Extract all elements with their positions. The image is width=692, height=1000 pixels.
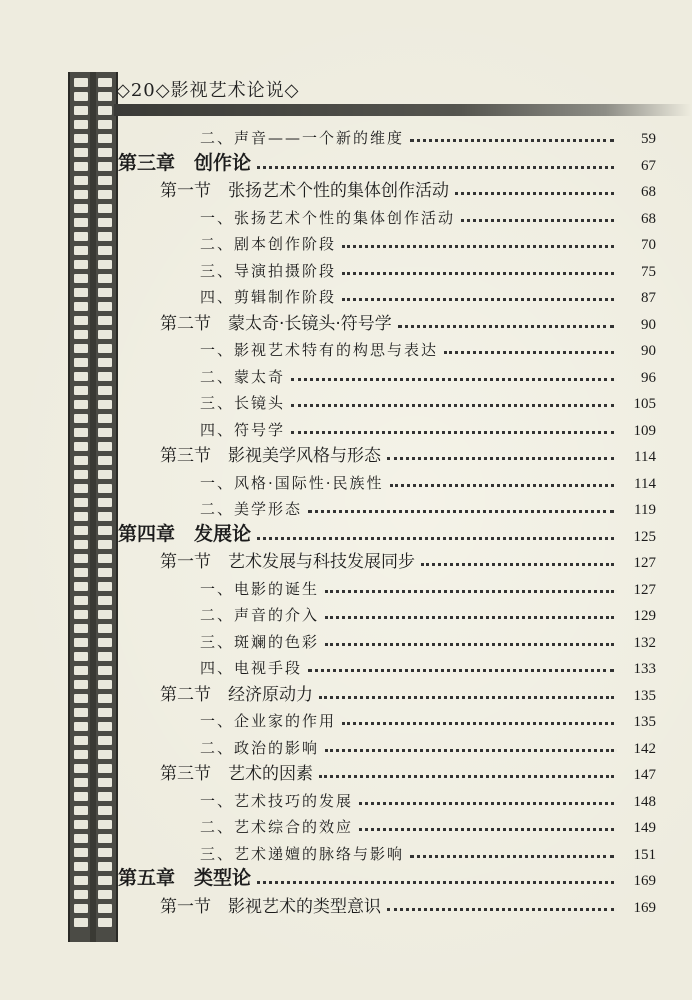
film-sprocket-hole xyxy=(98,302,112,311)
toc-item-row[interactable] xyxy=(200,414,656,440)
toc-page-number: 147 xyxy=(633,767,656,783)
dot-leader xyxy=(342,272,614,275)
film-sprocket-hole xyxy=(98,274,112,283)
toc-page-number: 169 xyxy=(633,873,656,889)
dot-leader xyxy=(257,881,614,884)
film-sprocket-hole xyxy=(98,232,112,241)
toc-section-row[interactable] xyxy=(160,308,656,334)
dot-leader xyxy=(308,669,614,672)
film-sprocket-hole xyxy=(74,358,88,367)
film-sprocket-hole xyxy=(74,638,88,647)
film-sprocket-hole xyxy=(74,274,88,283)
toc-page-number: 68 xyxy=(641,184,656,200)
toc-page-number: 151 xyxy=(633,846,656,863)
toc-chapter-row[interactable] xyxy=(118,149,656,175)
film-sprocket-hole xyxy=(98,764,112,773)
dot-leader xyxy=(387,457,614,460)
toc-page-number: 96 xyxy=(641,369,656,386)
dot-leader xyxy=(257,166,614,169)
toc-item-row[interactable] xyxy=(200,838,656,864)
film-sprocket-hole xyxy=(98,554,112,563)
dot-leader xyxy=(325,643,614,646)
toc-item-row[interactable] xyxy=(200,785,656,811)
film-sprocket-hole xyxy=(98,358,112,367)
toc-page-number: 135 xyxy=(633,687,656,704)
toc-item-row[interactable] xyxy=(200,467,656,493)
dot-leader xyxy=(410,855,614,858)
header-bar xyxy=(114,104,692,116)
film-sprocket-hole xyxy=(98,820,112,829)
film-sprocket-hole xyxy=(74,442,88,451)
dot-leader xyxy=(421,563,614,566)
toc-page-number: 127 xyxy=(633,581,656,598)
film-sprocket-hole xyxy=(74,190,88,199)
film-sprocket-hole xyxy=(74,484,88,493)
film-sprocket-hole xyxy=(74,176,88,185)
toc-item-row[interactable] xyxy=(200,281,656,307)
film-sprocket-hole xyxy=(98,288,112,297)
film-sprocket-hole xyxy=(74,456,88,465)
film-sprocket-hole xyxy=(98,904,112,913)
film-sprocket-hole xyxy=(74,722,88,731)
film-sprocket-hole xyxy=(74,526,88,535)
film-sprocket-hole xyxy=(98,806,112,815)
toc-item-row[interactable] xyxy=(200,573,656,599)
film-sprocket-hole xyxy=(98,638,112,647)
film-sprocket-hole xyxy=(74,470,88,479)
toc-item-row[interactable] xyxy=(200,811,656,837)
dot-leader xyxy=(291,404,614,407)
film-sprocket-hole xyxy=(98,372,112,381)
dot-leader xyxy=(291,378,614,381)
film-sprocket-hole xyxy=(98,204,112,213)
toc-item-row[interactable] xyxy=(200,599,656,625)
film-sprocket-hole xyxy=(98,652,112,661)
toc-page-number: 135 xyxy=(633,714,656,730)
film-sprocket-hole xyxy=(98,260,112,269)
toc-entry-title: 第三章 创作论 xyxy=(118,151,252,174)
toc-entry-title: 第四章 发展论 xyxy=(118,522,252,545)
toc-page-number: 68 xyxy=(641,210,656,227)
dot-leader xyxy=(291,431,614,434)
toc-entry-title: 四、剪辑制作阶段 xyxy=(200,288,337,306)
film-sprocket-hole xyxy=(74,386,88,395)
film-sprocket-hole xyxy=(98,386,112,395)
dot-leader xyxy=(325,590,614,593)
toc-item-row[interactable] xyxy=(200,334,656,360)
film-sprocket-hole xyxy=(74,400,88,409)
film-sprocket-hole xyxy=(74,260,88,269)
film-sprocket-hole xyxy=(98,330,112,339)
toc-entry-title: 二、艺术综合的效应 xyxy=(200,818,354,836)
toc-section-row[interactable] xyxy=(160,546,656,572)
toc-page-number: 105 xyxy=(633,396,656,412)
toc-entry-title: 四、电视手段 xyxy=(200,659,303,677)
film-sprocket-hole xyxy=(98,106,112,115)
film-sprocket-hole xyxy=(74,834,88,843)
dot-leader xyxy=(319,696,614,699)
film-sprocket-hole xyxy=(98,428,112,437)
film-sprocket-hole xyxy=(74,540,88,549)
film-sprocket-hole xyxy=(74,764,88,773)
film-sprocket-hole xyxy=(98,582,112,591)
toc-section-row[interactable] xyxy=(160,891,656,917)
film-sprocket-hole xyxy=(74,778,88,787)
dot-leader xyxy=(342,298,614,301)
toc-page-number: 70 xyxy=(641,237,656,253)
toc-page-number: 90 xyxy=(641,316,656,333)
toc-chapter-row[interactable] xyxy=(118,864,656,890)
film-sprocket-hole xyxy=(98,694,112,703)
film-sprocket-hole xyxy=(74,736,88,745)
film-sprocket-hole xyxy=(74,904,88,913)
film-strip-decoration xyxy=(68,72,118,942)
film-sprocket-hole xyxy=(98,512,112,521)
toc-entry-title: 二、美学形态 xyxy=(200,500,303,518)
film-sprocket-hole xyxy=(74,554,88,563)
toc-entry-title: 二、政治的影响 xyxy=(200,738,320,757)
toc-page-number: 67 xyxy=(641,157,656,174)
toc-page-number: 125 xyxy=(633,528,656,545)
toc-section-row[interactable] xyxy=(160,175,656,201)
film-sprocket-hole xyxy=(98,134,112,143)
film-sprocket-hole xyxy=(98,78,112,87)
toc-item-row[interactable] xyxy=(200,361,656,387)
film-sprocket-hole xyxy=(74,694,88,703)
dot-leader xyxy=(325,616,614,619)
dot-leader xyxy=(257,537,614,540)
dot-leader xyxy=(398,325,614,328)
toc-item-row[interactable] xyxy=(200,228,656,254)
toc-page-number: 127 xyxy=(633,555,656,571)
toc-item-row[interactable] xyxy=(200,122,656,148)
film-sprocket-hole xyxy=(74,596,88,605)
toc-page-number: 114 xyxy=(634,475,656,492)
film-sprocket-hole xyxy=(98,708,112,717)
film-sprocket-hole xyxy=(98,442,112,451)
dot-leader xyxy=(308,510,614,513)
toc-page-number: 132 xyxy=(633,634,656,651)
film-sprocket-hole xyxy=(74,512,88,521)
toc-page-number: 119 xyxy=(634,502,656,518)
toc-entry-title: 第二节 蒙太奇·长镜头·符号学 xyxy=(160,313,392,334)
toc-entry-title: 第五章 类型论 xyxy=(118,867,252,889)
film-sprocket-hole xyxy=(74,624,88,633)
film-sprocket-hole xyxy=(98,848,112,857)
film-sprocket-hole xyxy=(98,456,112,465)
dot-leader xyxy=(444,351,614,354)
film-sprocket-hole xyxy=(98,484,112,493)
film-sprocket-hole xyxy=(74,134,88,143)
film-sprocket-hole xyxy=(98,890,112,899)
running-header: ◇20◇影视艺术论说◇ xyxy=(116,80,300,101)
toc-entry-title: 第三节 影视美学风格与形态 xyxy=(160,446,381,466)
film-sprocket-hole xyxy=(74,750,88,759)
film-sprocket-hole xyxy=(98,470,112,479)
film-sprocket-hole xyxy=(74,288,88,297)
dot-leader xyxy=(359,802,614,805)
film-sprocket-hole xyxy=(74,792,88,801)
dot-leader xyxy=(387,908,614,911)
film-sprocket-hole xyxy=(98,526,112,535)
toc-item-row[interactable] xyxy=(200,493,656,519)
film-sprocket-hole xyxy=(74,92,88,101)
film-sprocket-hole xyxy=(74,78,88,87)
toc-page-number: 90 xyxy=(641,343,656,359)
film-sprocket-hole xyxy=(74,246,88,255)
film-sprocket-hole xyxy=(74,106,88,115)
film-sprocket-hole xyxy=(98,316,112,325)
film-sprocket-hole xyxy=(98,736,112,745)
toc-section-row[interactable] xyxy=(160,679,656,705)
film-sprocket-hole xyxy=(98,120,112,129)
toc-entry-title: 二、剧本创作阶段 xyxy=(200,235,337,253)
film-sprocket-hole xyxy=(98,834,112,843)
film-sprocket-hole xyxy=(98,246,112,255)
toc-page-number: 149 xyxy=(633,820,656,836)
toc-chapter-row[interactable] xyxy=(118,520,656,546)
film-sprocket-hole xyxy=(98,680,112,689)
toc-entry-title: 一、电影的诞生 xyxy=(200,579,320,598)
toc-entry-title: 二、声音——一个新的维度 xyxy=(200,129,405,147)
film-sprocket-hole xyxy=(74,148,88,157)
dot-leader xyxy=(325,749,614,752)
film-sprocket-hole xyxy=(74,218,88,227)
toc-entry-title: 二、蒙太奇 xyxy=(200,367,286,386)
film-sprocket-hole xyxy=(98,722,112,731)
toc-page-number: 87 xyxy=(641,290,656,306)
toc-entry-title: 一、张扬艺术个性的集体创作活动 xyxy=(200,208,456,227)
toc-item-row[interactable] xyxy=(200,387,656,413)
toc-entry-title: 一、影视艺术特有的构思与表达 xyxy=(200,341,439,359)
dot-leader xyxy=(390,484,614,487)
film-sprocket-hole xyxy=(74,120,88,129)
dot-leader xyxy=(342,245,614,248)
toc-item-row[interactable] xyxy=(200,652,656,678)
film-sprocket-hole xyxy=(98,218,112,227)
toc-item-row[interactable] xyxy=(200,705,656,731)
film-sprocket-hole xyxy=(74,162,88,171)
film-sprocket-hole xyxy=(98,596,112,605)
toc-section-row[interactable] xyxy=(160,440,656,466)
film-sprocket-hole xyxy=(98,778,112,787)
toc-entry-title: 三、斑斓的色彩 xyxy=(200,632,320,651)
film-sprocket-hole xyxy=(98,344,112,353)
toc-page-number: 169 xyxy=(633,899,656,916)
film-sprocket-hole xyxy=(74,666,88,675)
toc-page-number: 148 xyxy=(633,793,656,810)
toc-entry-title: 二、声音的介入 xyxy=(200,606,320,624)
toc-item-row[interactable] xyxy=(200,732,656,758)
film-sprocket-hole xyxy=(74,848,88,857)
film-sprocket-hole xyxy=(74,708,88,717)
toc-page-number: 129 xyxy=(633,608,656,624)
film-sprocket-hole xyxy=(74,918,88,927)
film-sprocket-hole xyxy=(98,750,112,759)
film-sprocket-hole xyxy=(98,498,112,507)
film-sprocket-hole xyxy=(74,582,88,591)
toc-entry-title: 第二节 经济原动力 xyxy=(160,684,313,705)
toc-entry-title: 第三节 艺术的因素 xyxy=(160,764,313,784)
toc-page-number: 75 xyxy=(641,263,656,280)
film-sprocket-hole xyxy=(74,806,88,815)
film-sprocket-hole xyxy=(98,918,112,927)
film-sprocket-hole xyxy=(74,330,88,339)
film-sprocket-hole xyxy=(98,190,112,199)
film-sprocket-hole xyxy=(74,498,88,507)
film-sprocket-hole xyxy=(74,302,88,311)
film-sprocket-hole xyxy=(74,652,88,661)
film-sprocket-hole xyxy=(98,792,112,801)
toc-item-row[interactable] xyxy=(200,202,656,228)
toc-entry-title: 一、艺术技巧的发展 xyxy=(200,791,354,810)
toc-page-number: 114 xyxy=(634,449,656,465)
film-sprocket-hole xyxy=(98,92,112,101)
toc-entry-title: 一、企业家的作用 xyxy=(200,712,337,730)
film-sprocket-hole xyxy=(74,414,88,423)
film-sprocket-hole xyxy=(74,316,88,325)
film-sprocket-hole xyxy=(74,610,88,619)
toc-section-row[interactable] xyxy=(160,758,656,784)
toc-page-number: 59 xyxy=(641,131,656,147)
dot-leader xyxy=(461,219,614,222)
film-sprocket-hole xyxy=(74,232,88,241)
film-sprocket-hole xyxy=(74,862,88,871)
toc-entry-title: 第一节 影视艺术的类型意识 xyxy=(160,896,381,917)
film-sprocket-hole xyxy=(74,204,88,213)
toc-item-row[interactable] xyxy=(200,255,656,281)
film-sprocket-hole xyxy=(74,820,88,829)
film-sprocket-hole xyxy=(98,862,112,871)
toc-page-number: 133 xyxy=(633,661,656,677)
toc-entry-title: 三、艺术递嬗的脉络与影响 xyxy=(200,844,405,863)
toc-entry-title: 四、符号学 xyxy=(200,420,286,439)
toc-entry-title: 第一节 张扬艺术个性的集体创作活动 xyxy=(160,181,449,201)
film-sprocket-hole xyxy=(98,540,112,549)
dot-leader xyxy=(359,828,614,831)
film-sprocket-hole xyxy=(98,148,112,157)
film-sprocket-hole xyxy=(74,372,88,381)
film-sprocket-hole xyxy=(74,344,88,353)
toc-page-number: 142 xyxy=(633,740,656,757)
film-sprocket-hole xyxy=(98,666,112,675)
toc-entry-title: 第一节 艺术发展与科技发展同步 xyxy=(160,552,415,572)
film-sprocket-hole xyxy=(98,400,112,409)
film-sprocket-hole xyxy=(98,176,112,185)
film-sprocket-hole xyxy=(98,610,112,619)
toc-entry-title: 三、长镜头 xyxy=(200,394,286,412)
dot-leader xyxy=(455,192,614,195)
dot-leader xyxy=(319,775,614,778)
dot-leader xyxy=(342,722,614,725)
film-sprocket-hole xyxy=(98,414,112,423)
toc-entry-title: 一、风格·国际性·民族性 xyxy=(200,473,384,492)
film-sprocket-hole xyxy=(74,890,88,899)
film-sprocket-hole xyxy=(74,680,88,689)
film-sprocket-hole xyxy=(74,876,88,885)
toc-page-number: 109 xyxy=(633,422,656,439)
film-sprocket-hole xyxy=(74,568,88,577)
toc-entry-title: 三、导演拍摄阶段 xyxy=(200,261,337,280)
film-sprocket-hole xyxy=(74,428,88,437)
dot-leader xyxy=(410,139,614,142)
film-sprocket-hole xyxy=(98,162,112,171)
toc-item-row[interactable] xyxy=(200,626,656,652)
film-sprocket-hole xyxy=(98,624,112,633)
film-sprocket-hole xyxy=(98,568,112,577)
film-sprocket-hole xyxy=(98,876,112,885)
